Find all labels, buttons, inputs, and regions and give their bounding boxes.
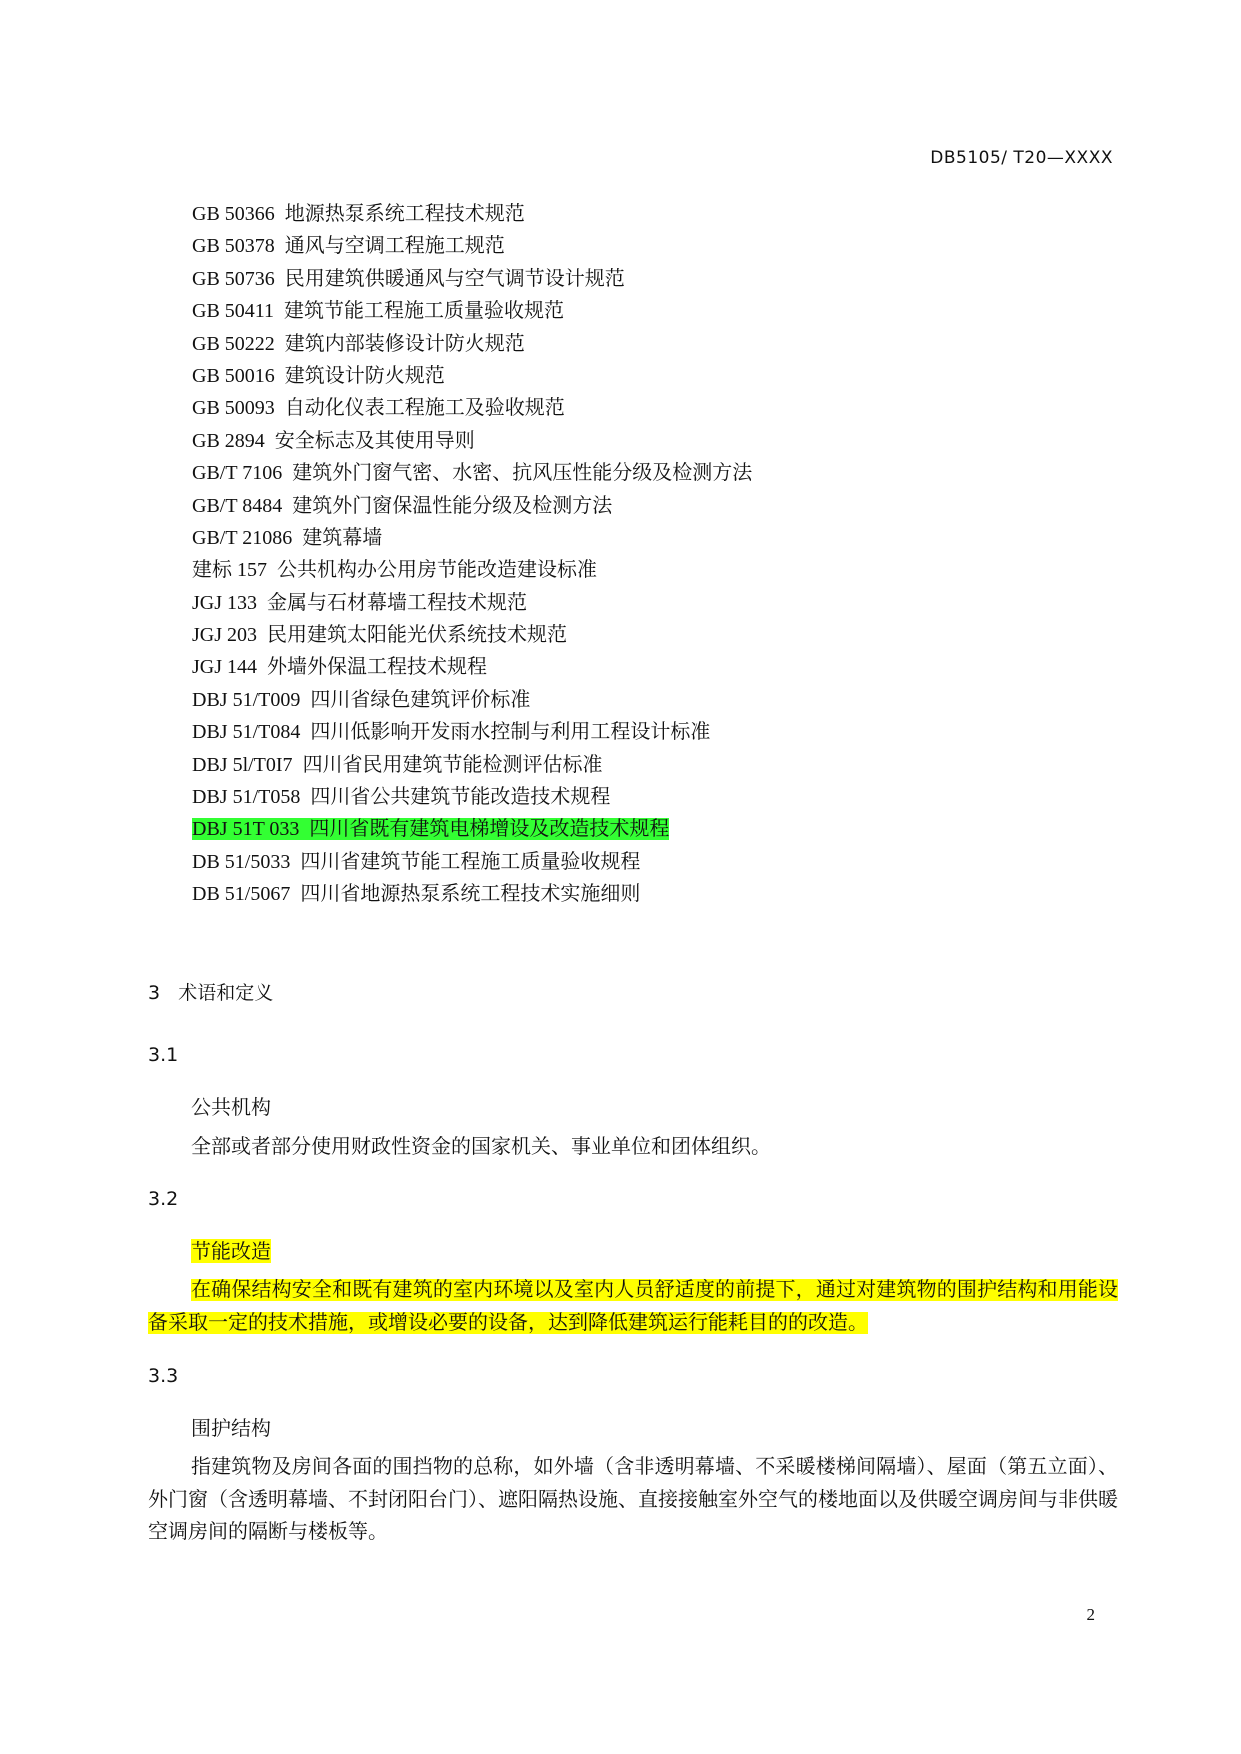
- clause-number: 3.1: [148, 1044, 179, 1066]
- section-heading: [148, 978, 273, 1005]
- definition-text: 指建筑物及房间各面的围挡物的总称，如外墙（含非透明幕墙、不采暖楼梯间隔墙）、屋面（第五立面）、外门窗（含透明幕墙、不封闭阳台门）、遮阳隔热设施、直接接触室外空气的楼地面以及供暖空调房间与非供暖空调房间的隔断与楼板等。: [148, 1456, 1118, 1543]
- document-code: DB5105/ T20—XXXX: [930, 148, 1113, 168]
- reference-code: DBJ 51T 033: [192, 818, 300, 841]
- reference-item: [192, 749, 752, 781]
- reference-item: [192, 263, 752, 295]
- reference-code: GB 50222: [192, 332, 275, 355]
- reference-title: 建筑外门窗保温性能分级及检测方法: [292, 494, 613, 517]
- reference-title: 民用建筑供暖通风与空气调节设计规范: [284, 267, 625, 290]
- reference-title: 四川省既有建筑电梯增设及改造技术规程: [309, 818, 670, 841]
- clause-number: 3.2: [148, 1188, 179, 1210]
- yellow-highlight: 节能改造: [191, 1239, 271, 1263]
- reference-item: [192, 230, 752, 262]
- reference-item: [192, 651, 752, 683]
- term-title: 公共机构: [191, 1095, 271, 1119]
- clause-number: 3.3: [148, 1365, 179, 1387]
- term-definition: [148, 1451, 1118, 1549]
- reference-title: 公共机构办公用房节能改造建设标准: [277, 559, 597, 582]
- reference-code: GB 50093: [192, 397, 275, 420]
- green-highlight: [192, 818, 669, 840]
- definition-text: 全部或者部分使用财政性资金的国家机关、事业单位和团体组织。: [191, 1136, 771, 1158]
- reference-title: 四川省建筑节能工程施工质量验收规程: [300, 850, 641, 873]
- reference-item: [192, 522, 752, 554]
- reference-title: 建筑节能工程施工质量验收规范: [284, 300, 565, 323]
- reference-list: [192, 198, 752, 911]
- reference-code: GB 2894: [192, 429, 265, 452]
- reference-code: JGJ 203: [192, 624, 258, 647]
- reference-item: [192, 457, 752, 489]
- reference-code: JGJ 144: [192, 656, 258, 679]
- section-number: 3: [148, 982, 161, 1004]
- section-title: 术语和定义: [178, 982, 274, 1004]
- reference-code: GB/T 8484: [192, 494, 283, 517]
- reference-code: GB 50366: [192, 203, 275, 225]
- reference-item: [192, 295, 752, 327]
- reference-code: GB 50016: [192, 364, 275, 387]
- term-definition: [148, 1131, 1118, 1164]
- reference-code: DB 51/5033: [192, 850, 291, 873]
- reference-title: 四川省民用建筑节能检测评估标准: [302, 753, 603, 776]
- reference-item: [192, 781, 752, 813]
- reference-item: [192, 328, 752, 360]
- reference-item: [192, 554, 752, 586]
- reference-title: 四川低影响开发雨水控制与利用工程设计标准: [310, 721, 711, 744]
- reference-item: [192, 425, 752, 457]
- reference-title: 金属与石材幕墙工程技术规范: [267, 591, 528, 614]
- term-definition: [148, 1274, 1118, 1339]
- reference-title: 外墙外保温工程技术规程: [267, 656, 488, 679]
- term-title: [191, 1235, 271, 1264]
- reference-code: 建标 157: [192, 559, 267, 582]
- reference-item-highlighted: [192, 813, 752, 845]
- reference-title: 四川省绿色建筑评价标准: [310, 688, 531, 711]
- reference-code: GB 50736: [192, 267, 275, 290]
- reference-title: 建筑外门窗气密、水密、抗风压性能分级及检测方法: [292, 462, 753, 485]
- reference-code: DB 51/5067: [192, 883, 291, 906]
- reference-title: 建筑内部装修设计防火规范: [284, 332, 525, 355]
- reference-item: [192, 684, 752, 716]
- reference-item: [192, 490, 752, 522]
- page-number: 2: [1086, 1605, 1095, 1624]
- reference-item: [192, 587, 752, 619]
- reference-item: [192, 392, 752, 424]
- reference-code: DBJ 51/T084: [192, 721, 301, 744]
- reference-code: GB 50411: [192, 300, 275, 323]
- reference-title: 通风与空调工程施工规范: [284, 235, 505, 258]
- reference-item: [192, 878, 752, 910]
- reference-code: GB 50378: [192, 235, 275, 258]
- reference-title: 安全标志及其使用导则: [274, 429, 475, 452]
- reference-code: DBJ 51/T058: [192, 786, 301, 809]
- reference-item: [192, 716, 752, 748]
- reference-code: DBJ 5l/T0I7: [192, 753, 293, 776]
- reference-item: [192, 619, 752, 651]
- reference-code: GB/T 7106: [192, 462, 283, 485]
- reference-item: [192, 846, 752, 878]
- reference-item: [192, 360, 752, 392]
- reference-title: 地源热泵系统工程技术规范: [284, 203, 525, 225]
- reference-title: 建筑幕墙: [302, 526, 383, 549]
- reference-title: 四川省地源热泵系统工程技术实施细则: [300, 883, 641, 906]
- yellow-highlight: 在确保结构安全和既有建筑的室内环境以及室内人员舒适度的前提下，通过对建筑物的围护结构和用能设备采取一定的技术措施，或增设必要的设备，达到降低建筑运行能耗目的的改造。: [148, 1279, 1118, 1334]
- term-title: 围护结构: [191, 1416, 271, 1440]
- reference-item: [192, 198, 752, 230]
- reference-code: GB/T 21086: [192, 526, 293, 549]
- reference-title: 建筑设计防火规范: [284, 364, 445, 387]
- reference-title: 自动化仪表工程施工及验收规范: [284, 397, 565, 420]
- reference-title: 四川省公共建筑节能改造技术规程: [310, 786, 611, 809]
- reference-code: JGJ 133: [192, 591, 258, 614]
- reference-code: DBJ 51/T009: [192, 688, 301, 711]
- reference-title: 民用建筑太阳能光伏系统技术规范: [267, 624, 568, 647]
